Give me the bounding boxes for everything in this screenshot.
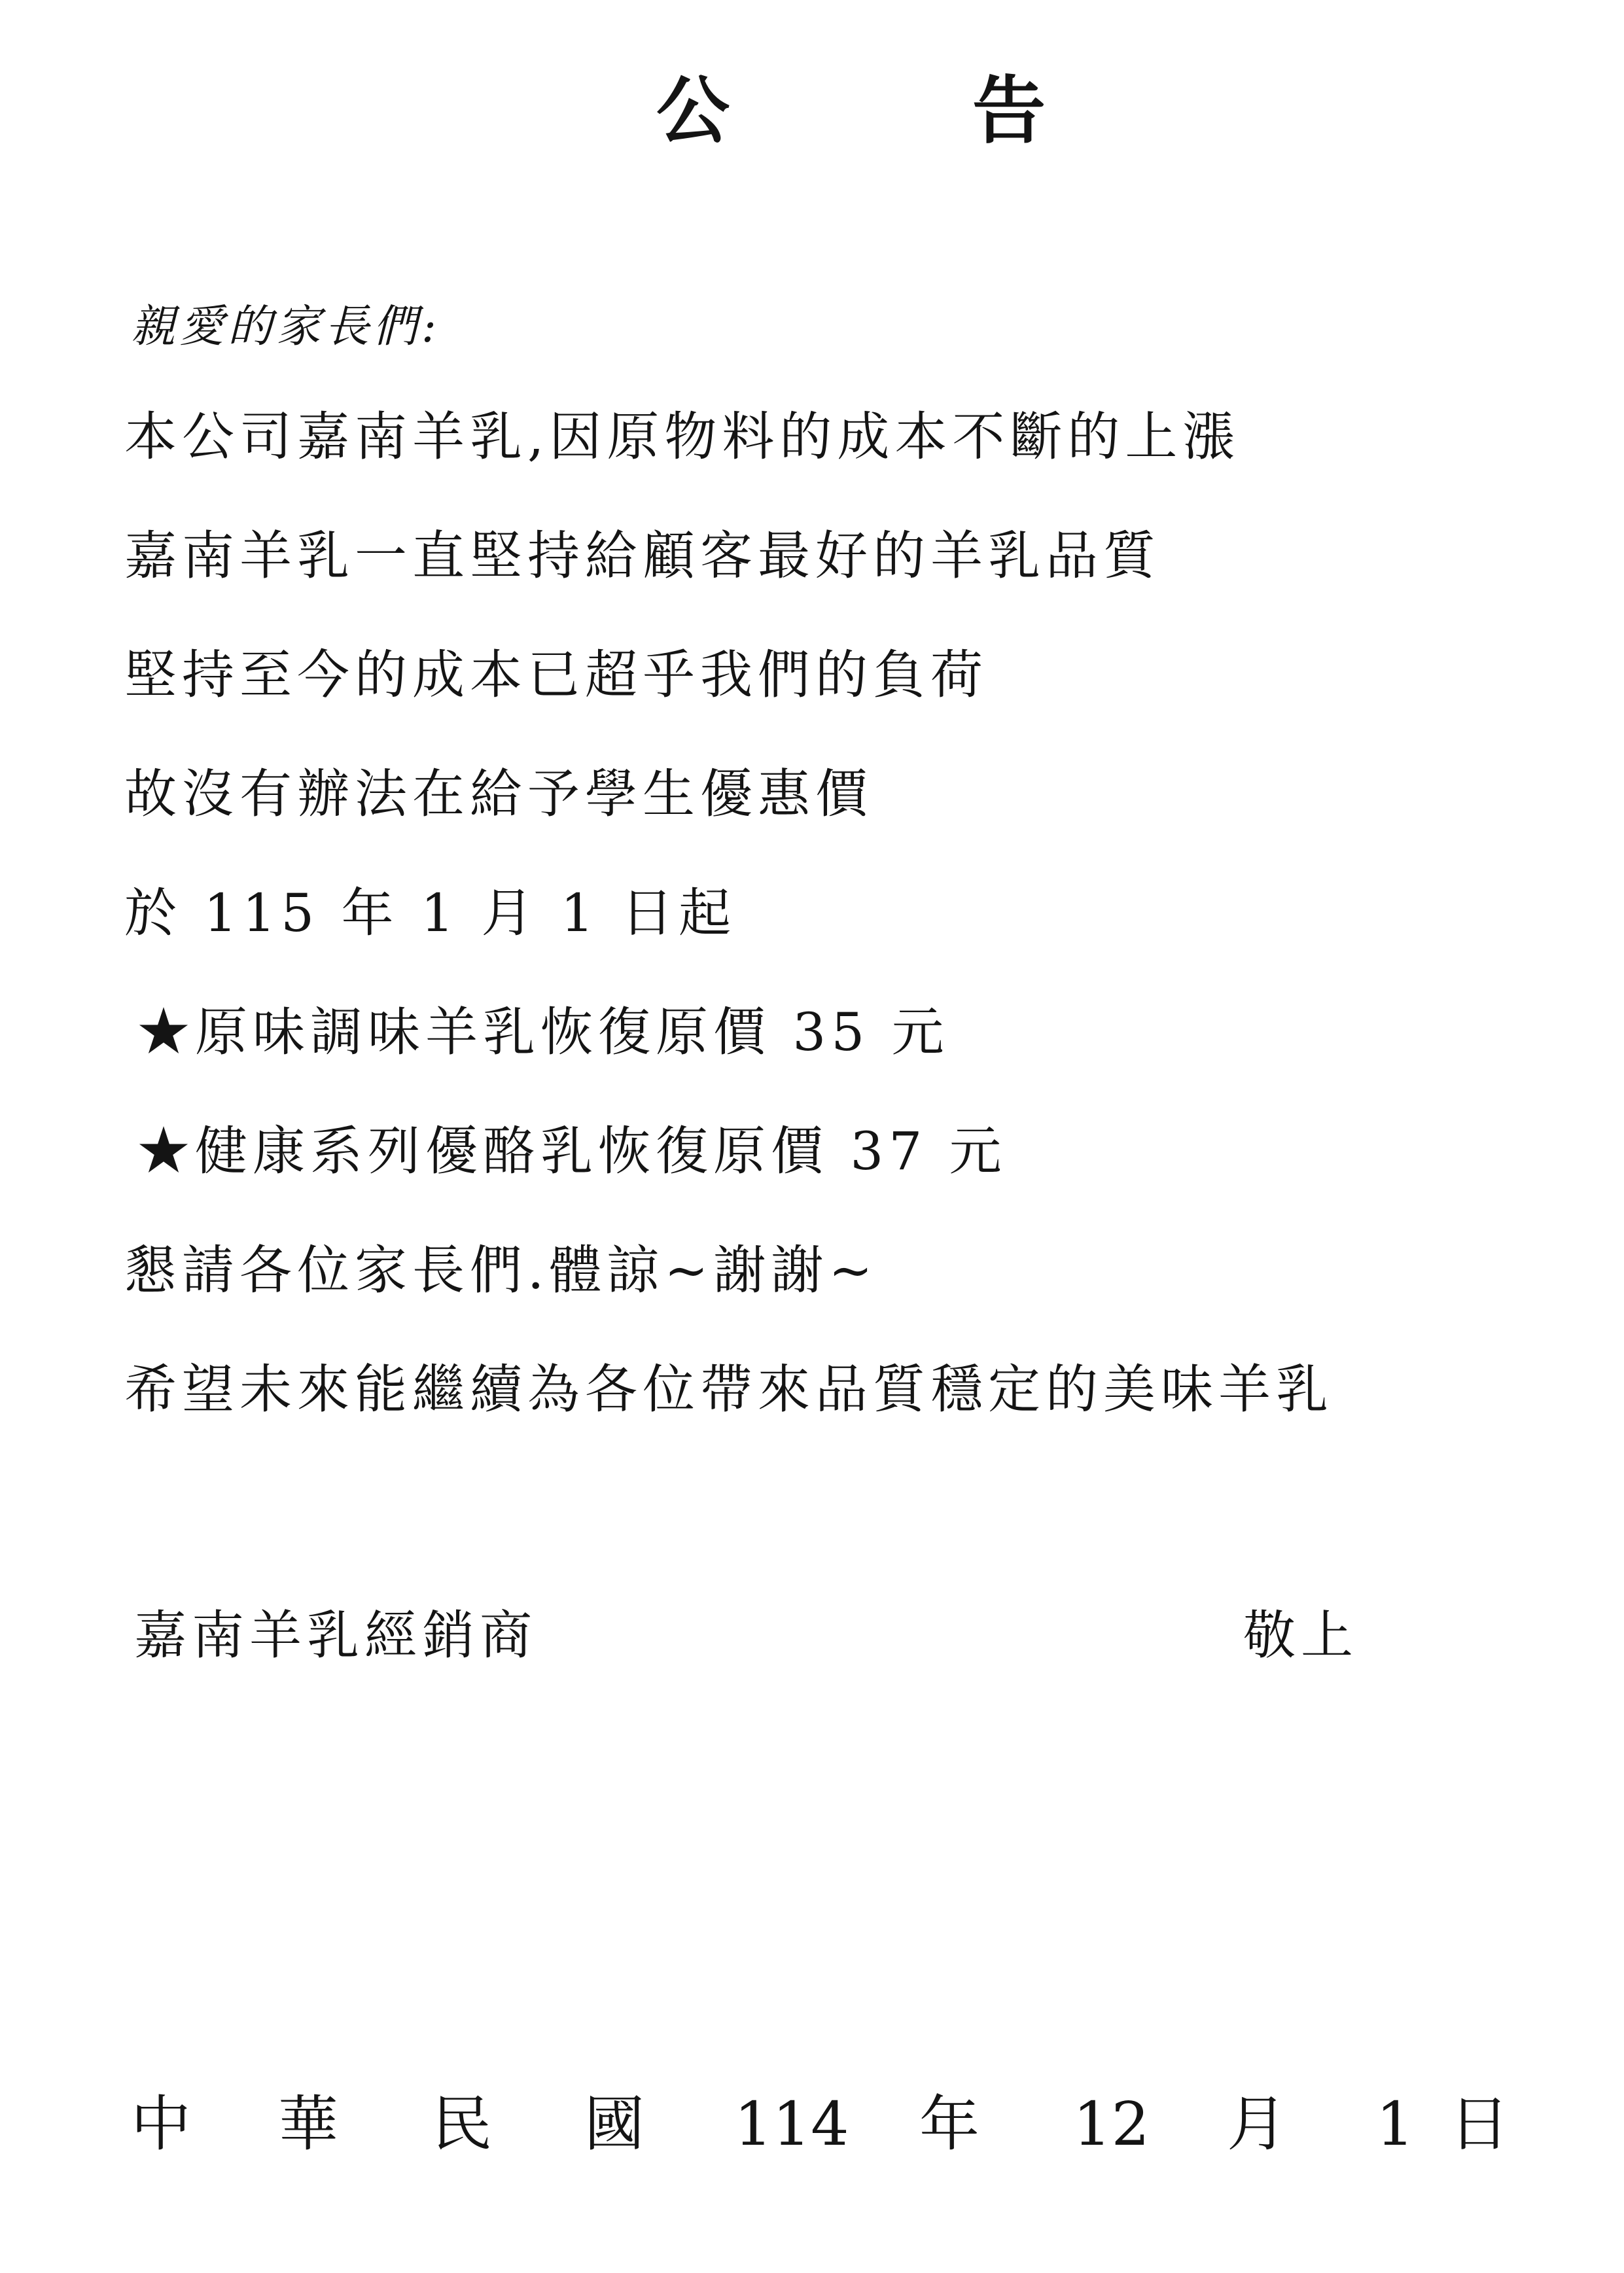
date-year: 114 (734, 2089, 849, 2159)
date-day-unit: 日 (1449, 2089, 1510, 2159)
title-char: 告 (972, 68, 1046, 154)
closing: 敬上 (1243, 1605, 1358, 1666)
era-char: 華 (278, 2089, 339, 2159)
notice-body (124, 391, 1531, 1463)
title-char: 公 (656, 68, 730, 154)
date-month: 12 (1073, 2089, 1150, 2159)
date-month-unit: 月 (1227, 2089, 1288, 2159)
price-item: ★健康系列優酪乳恢復原價 37 元 (137, 1121, 1007, 1182)
notice-title (0, 69, 1624, 154)
date-day: 1 (1376, 2089, 1415, 2159)
body-line: 希望未來能繼續為各位帶來品質穩定的美味羊乳 (124, 1359, 1333, 1420)
date-row (0, 2082, 1624, 2167)
era-char: 國 (584, 2089, 645, 2159)
body-line: 本公司嘉南羊乳,因原物料的成本不斷的上漲 (124, 406, 1241, 467)
era-char: 中 (131, 2089, 192, 2159)
salutation: 親愛的家長們: (131, 301, 440, 353)
body-line: 懇請各位家長們.體諒~謝謝~ (124, 1240, 878, 1301)
body-line: 故沒有辦法在給予學生優惠價 (124, 764, 873, 824)
signature: 嘉南羊乳經銷商 (134, 1605, 537, 1666)
body-line: 嘉南羊乳一直堅持給顧客最好的羊乳品質 (124, 525, 1161, 586)
date-year-unit: 年 (919, 2089, 980, 2159)
body-line: 堅持至今的成本已超乎我們的負荷 (124, 644, 988, 705)
effective-date-line: 於 115 年 1 月 1 日起 (124, 883, 737, 943)
era-char: 民 (432, 2089, 493, 2159)
price-item: ★原味調味羊乳恢復原價 35 元 (137, 1002, 949, 1063)
